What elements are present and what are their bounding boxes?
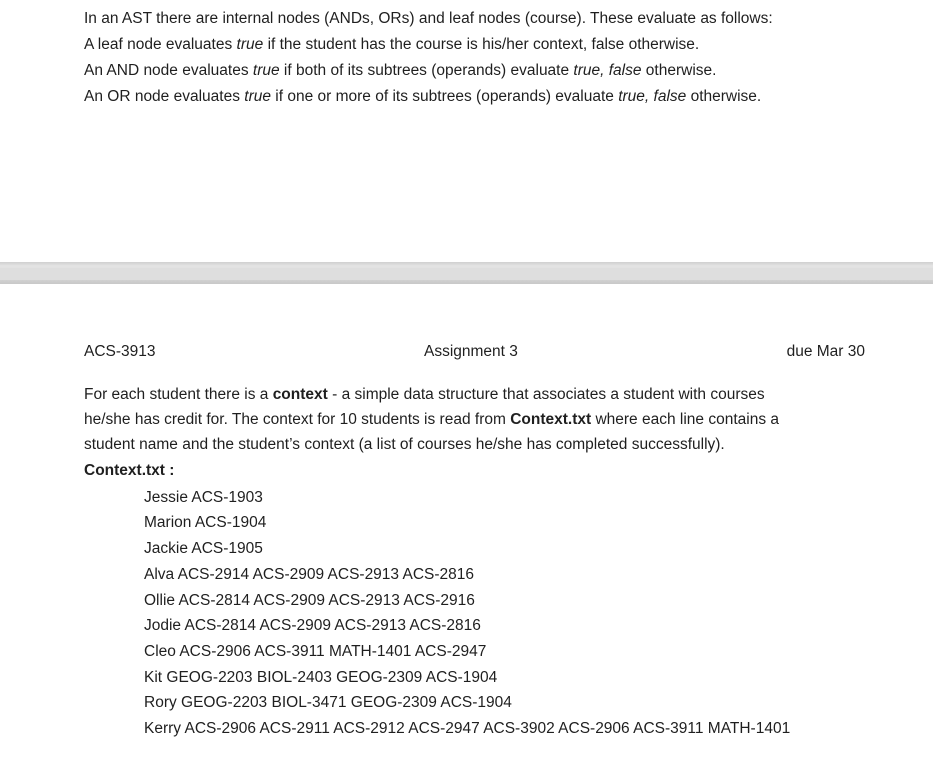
context-line: Jodie ACS-2814 ACS-2909 ACS-2913 ACS-2816 xyxy=(144,617,481,634)
text-run: if the student has the course is his/her context, false otherwise. xyxy=(263,36,700,53)
course-code: ACS-3913 xyxy=(84,343,156,360)
text-run: An OR node evaluates xyxy=(84,88,245,105)
italic-text: true xyxy=(244,88,271,105)
text-run: student name and the student’s context (a list of courses he/she has completed successfully). xyxy=(84,436,725,453)
italic-text: true xyxy=(252,62,280,79)
context-line: Jessie ACS-1903 xyxy=(144,489,263,506)
bold-text: Context.txt xyxy=(510,411,592,428)
text-run: he/she has credit for. The context for 10 students is read from xyxy=(84,411,511,428)
context-line: Kit GEOG-2203 BIOL-2403 GEOG-2309 ACS-1904 xyxy=(144,669,498,686)
intro-line xyxy=(84,36,699,54)
text-run: otherwise. xyxy=(641,62,717,79)
context-line: Marion ACS-1904 xyxy=(144,514,267,531)
due-date: due Mar 30 xyxy=(786,343,865,360)
assignment-title: Assignment 3 xyxy=(424,343,518,360)
text-run: A leaf node evaluates xyxy=(84,36,237,53)
context-line: Cleo ACS-2906 ACS-3911 MATH-1401 ACS-2947 xyxy=(144,643,487,660)
description-line xyxy=(84,411,779,429)
context-line: Jackie ACS-1905 xyxy=(144,540,263,557)
text-run: - a simple data structure that associates a student with courses xyxy=(327,386,765,403)
italic-text: true xyxy=(236,36,264,53)
text-run: if one or more of its subtrees (operands) evaluate xyxy=(271,88,619,105)
context-line: Kerry ACS-2906 ACS-2911 ACS-2912 ACS-2947 ACS-3902 ACS-2906 ACS-3911 MATH-1401 xyxy=(144,720,791,737)
text-run: if both of its subtrees (operands) evaluate xyxy=(279,62,574,79)
intro-line xyxy=(84,88,761,106)
text-run: where each line contains a xyxy=(591,411,779,428)
bold-text: context xyxy=(272,386,328,403)
context-file-label: Context.txt : xyxy=(84,462,175,479)
text-run: An AND node evaluates xyxy=(84,62,253,79)
text-run: otherwise. xyxy=(686,88,762,105)
context-line: Alva ACS-2914 ACS-2909 ACS-2913 ACS-2816 xyxy=(144,566,475,583)
italic-text: true, false xyxy=(573,62,642,79)
page-break-separator xyxy=(0,262,933,284)
context-line: Rory GEOG-2203 BIOL-3471 GEOG-2309 ACS-1904 xyxy=(144,694,512,711)
intro-line xyxy=(84,10,773,28)
description-line xyxy=(84,386,765,404)
context-line: Ollie ACS-2814 ACS-2909 ACS-2913 ACS-2916 xyxy=(144,592,475,609)
text-run: For each student there is a xyxy=(84,386,273,403)
text-run: In an AST there are internal nodes (ANDs, ORs) and leaf nodes (course). These evaluate as follows: xyxy=(84,10,773,27)
description-line xyxy=(84,436,725,454)
italic-text: true, false xyxy=(618,88,687,105)
intro-line xyxy=(84,62,716,80)
